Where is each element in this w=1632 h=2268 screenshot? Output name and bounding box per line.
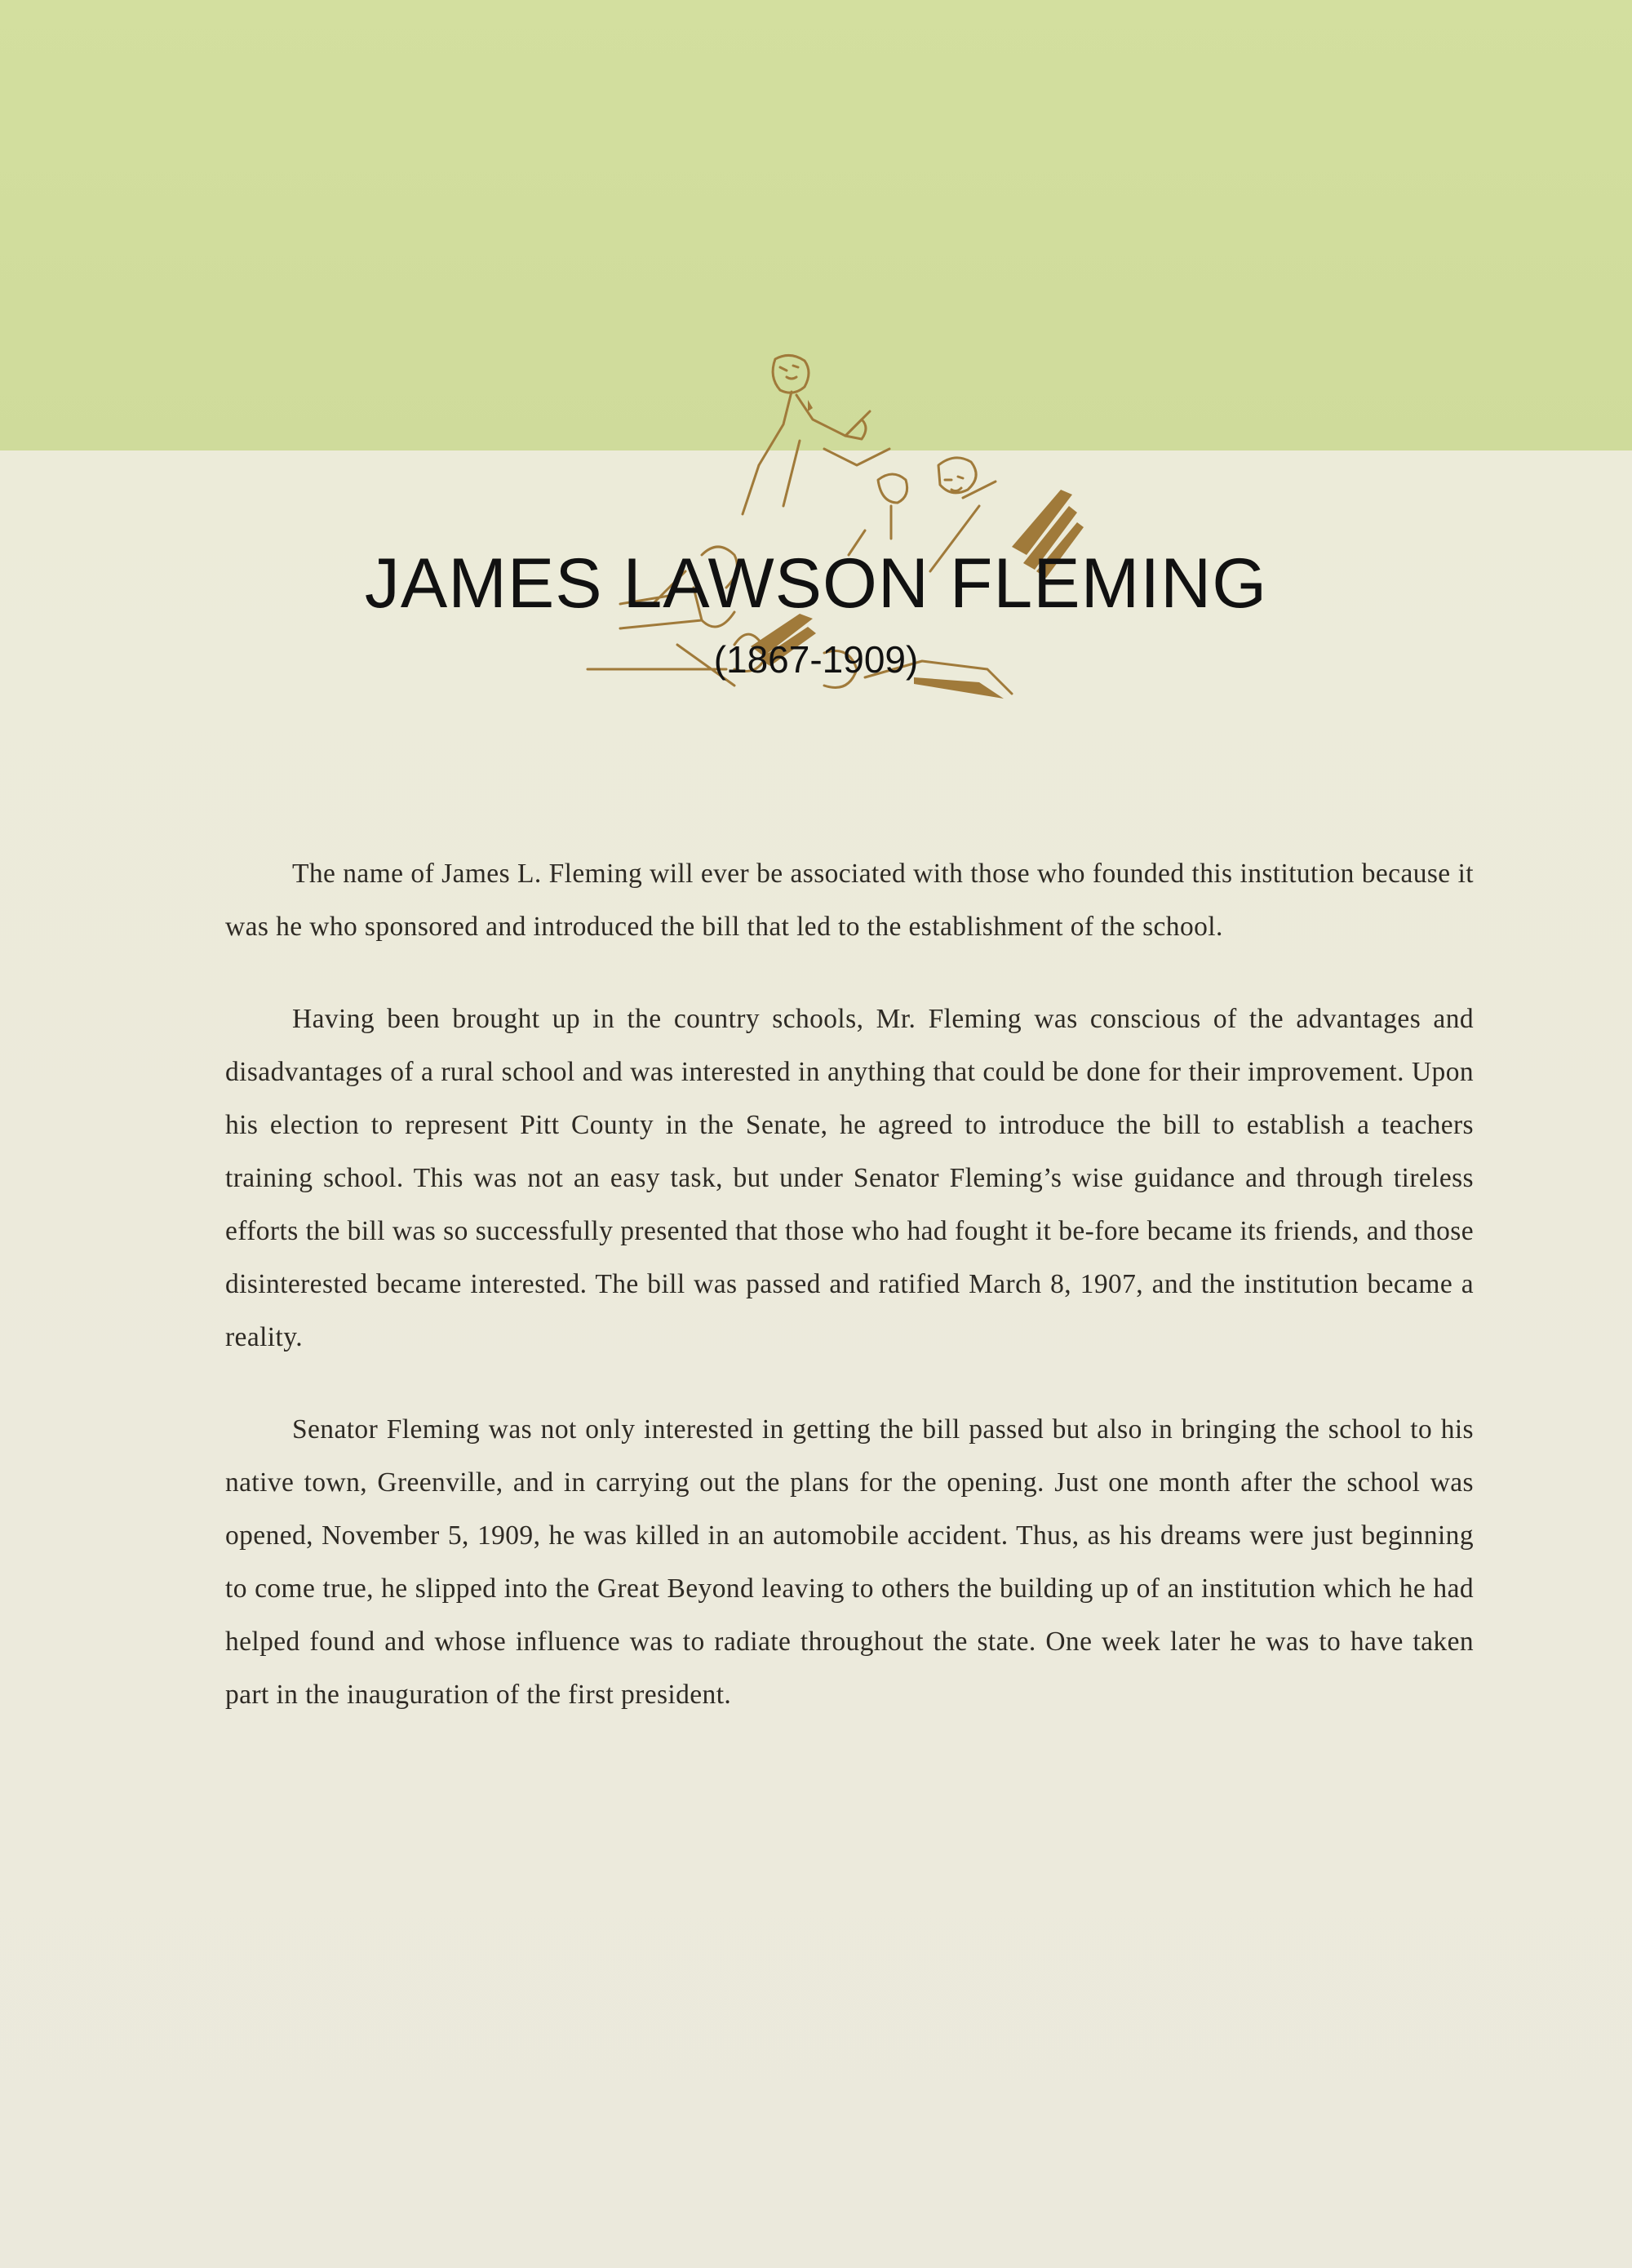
article-body [225,847,1474,1760]
paragraph: Senator Fleming was not only interested in getting the bill passed but also in bringing the school to his native town, Greenville, and in carrying out the plans for the opening. Just one month after the school was opened, November 5, 1909, he was killed in an automobile accident. Thus, as his dreams were just beginning to come true, he slipped into the Great Beyond leaving to others the building up of an institution which he had helped found and whose influence was to radiate throughout the state. One week later he was to have taken part in the inauguration of the first president. [225,1414,1474,1710]
paragraph: Having been brought up in the country schools, Mr. Fleming was conscious of the advantages and disadvantages of a rural school and was interested in anything that could be done for their improvement. Upon his election to represent Pitt County in the Senate, he agreed to introduce the bill to establish a teachers training school. This was not an easy task, but under Senator Fleming’s wise guidance and through tireless efforts the bill was so successfully presented that those who had fought it be-fore became its friends, and those disinterested became interested. The bill was passed and ratified March 8, 1907, and the institution became a reality. [225,1004,1474,1352]
page-title: JAMES LAWSON FLEMING [364,544,1268,623]
paragraph: The name of James L. Fleming will ever be associated with those who founded this institution because it was he who sponsored and introduced the bill that led to the establishment of the school. [225,859,1474,942]
life-dates: (1867-1909) [713,638,919,681]
